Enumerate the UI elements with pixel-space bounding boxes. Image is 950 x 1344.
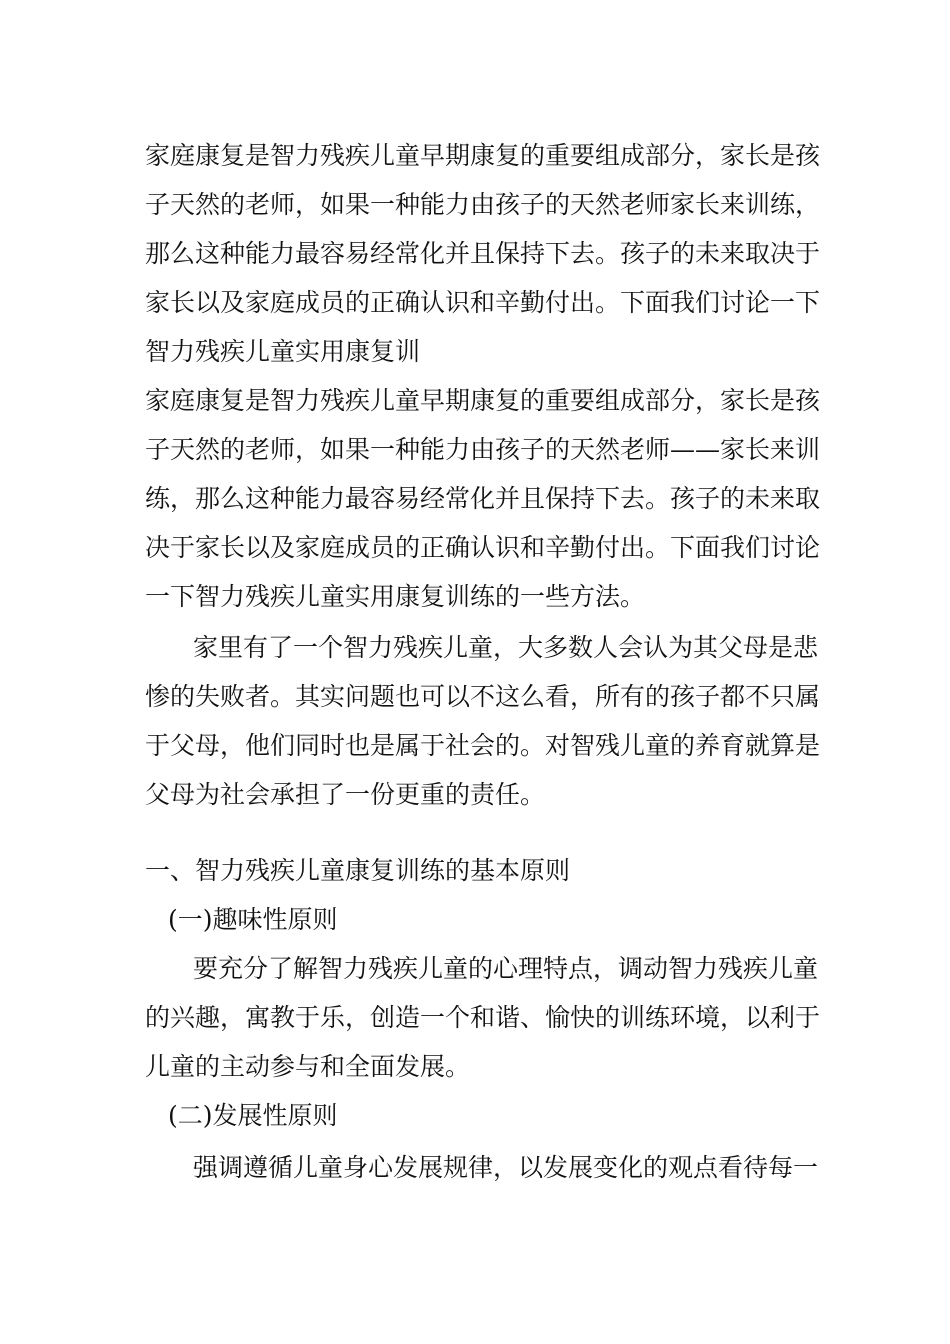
paragraph-3-line-3: 于父母，他们同时也是属于社会的。对智残儿童的养育就算是 <box>145 731 821 760</box>
paragraph-4-line-2: 的兴趣，寓教于乐，创造一个和谐、愉快的训练环境，以利于 <box>145 1003 821 1032</box>
subheading-1: (一)趣味性原则 <box>168 905 338 934</box>
paragraph-1-line-4: 家长以及家庭成员的正确认识和辛勤付出。下面我们讨论一下 <box>145 288 821 317</box>
paragraph-2-line-2: 子天然的老师，如果一种能力由孩子的天然老师——家长来训 <box>145 435 821 464</box>
paragraph-1-line-5: 智力残疾儿童实用康复训 <box>145 337 421 366</box>
paragraph-5-line-1: 强调遵循儿童身心发展规律，以发展变化的观点看待每一 <box>193 1153 819 1182</box>
paragraph-1-line-1: 家庭康复是智力残疾儿童早期康复的重要组成部分，家长是孩 <box>145 141 821 170</box>
paragraph-2-line-5: 一下智力残疾儿童实用康复训练的一些方法。 <box>145 582 646 611</box>
paragraph-3-line-2: 惨的失败者。其实问题也可以不这么看，所有的孩子都不只属 <box>145 682 821 711</box>
paragraph-3-line-1: 家里有了一个智力残疾儿童，大多数人会认为其父母是悲 <box>193 633 819 662</box>
paragraph-2-line-3: 练，那么这种能力最容易经常化并且保持下去。孩子的未来取 <box>145 484 821 513</box>
paragraph-4-line-3: 儿童的主动参与和全面发展。 <box>145 1052 471 1081</box>
paragraph-1-line-2: 子天然的老师，如果一种能力由孩子的天然老师家长来训练， <box>145 190 821 219</box>
paragraph-2-line-1: 家庭康复是智力残疾儿童早期康复的重要组成部分，家长是孩 <box>145 386 821 415</box>
paragraph-1-line-3: 那么这种能力最容易经常化并且保持下去。孩子的未来取决于 <box>145 239 821 268</box>
paragraph-2-line-4: 决于家长以及家庭成员的正确认识和辛勤付出。下面我们讨论 <box>145 533 821 562</box>
paragraph-3-line-4: 父母为社会承担了一份更重的责任。 <box>145 780 546 809</box>
section-heading: 一、智力残疾儿童康复训练的基本原则 <box>145 856 571 885</box>
subheading-2: (二)发展性原则 <box>168 1101 338 1130</box>
paragraph-4-line-1: 要充分了解智力残疾儿童的心理特点，调动智力残疾儿童 <box>193 954 819 983</box>
